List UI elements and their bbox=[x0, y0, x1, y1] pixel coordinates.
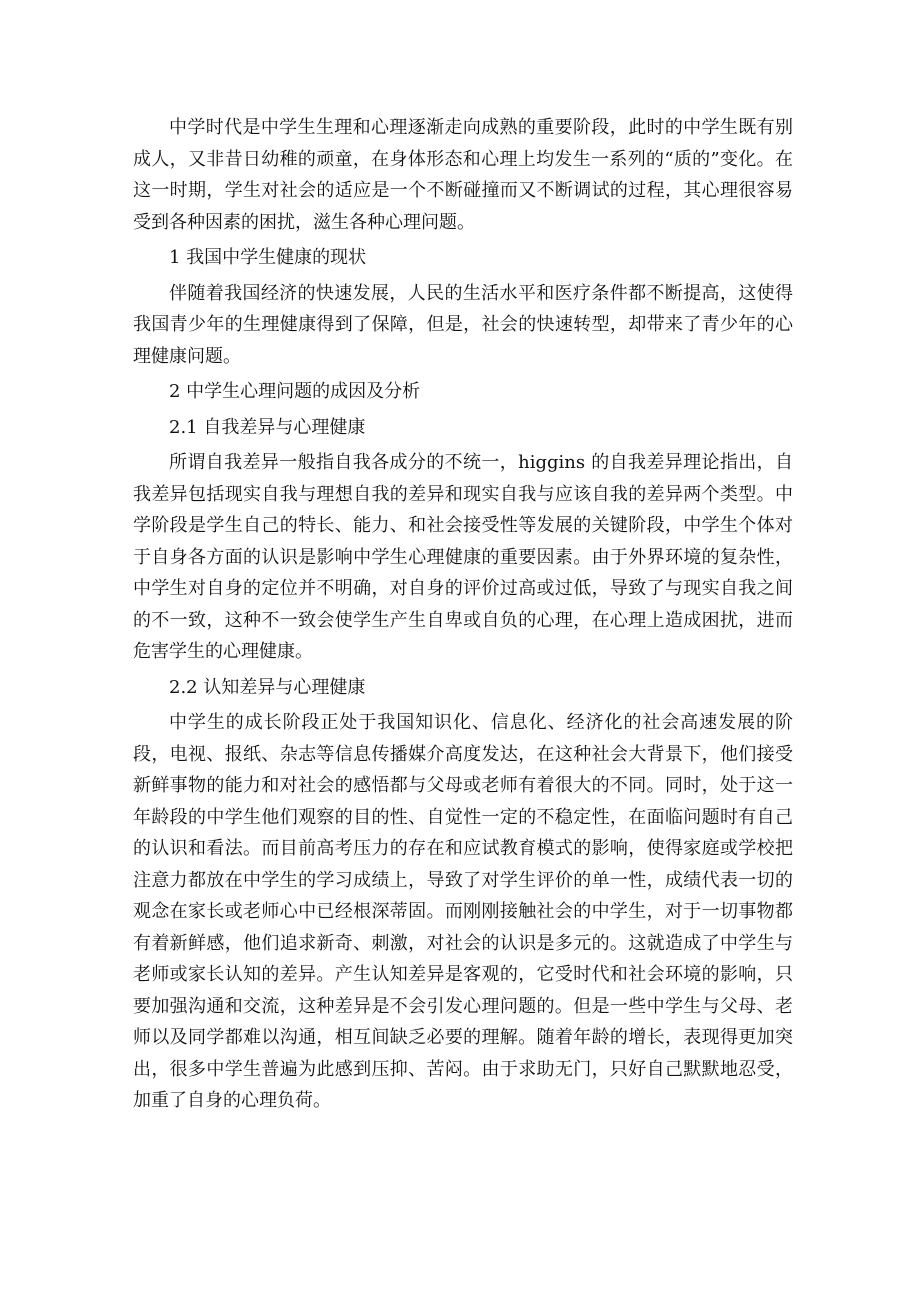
intro-paragraph: 中学时代是中学生生理和心理逐渐走向成熟的重要阶段，此时的中学生既有别成人，又非昔日幼稚的顽童，在身体形态和心理上均发生一系列的“质的”变化。在这一时期，学生对社会的适应是一个不断碰撞而又不断调试的过程，其心理很容易受到各种因素的困扰，滋生各种心理问题。 bbox=[133, 117, 793, 233]
subsection-2-2-paragraph: 中学生的成长阶段正处于我国知识化、信息化、经济化的社会高速发展的阶段，电视、报纸、杂志等信息传播媒介高度发达，在这种社会大背景下，他们接受新鲜事物的能力和对社会的感悟都与父母或老师有着很大的不同。同时，处于这一年龄段的中学生他们观察的目的性、自觉性一定的不稳定性，在面临问题时有自己的认识和看法。而目前高考压力的存在和应试教育模式的影响，使得家庭或学校把注意力都放在中学生的学习成绩上，导致了对学生评价的单一性，成绩代表一切的观念在家长或老师心中已经根深蒂固。而刚刚接触社会的中学生，对于一切事物都有着新鲜感，他们追求新奇、刺激，对社会的认识是多元的。这就造成了中学生与老师或家长认知的差异。产生认知差异是客观的，它受时代和社会环境的影响，只要加强沟通和交流，这种差异是不会引发心理问题的。但是一些中学生与父母、老师以及同学都难以沟通，相互间缺乏必要的理解。随着年龄的增长，表现得更加突出，很多中学生普遍为此感到压抑、苦闷。由于求助无门，只好自己默默地忍受，加重了自身的心理负荷。 bbox=[133, 712, 793, 1111]
subsection-heading-2-1: 2.1 自我差异与心理健康 bbox=[169, 416, 366, 438]
section-1-paragraph: 伴随着我国经济的快速发展，人民的生活水平和医疗条件都不断提高，这使得我国青少年的生理健康得到了保障，但是，社会的快速转型，却带来了青少年的心理健康问题。 bbox=[133, 282, 793, 367]
document-body bbox=[133, 112, 793, 1117]
subsection-heading-2-2: 2.2 认知差异与心理健康 bbox=[169, 676, 366, 698]
section-heading-1: 1 我国中学生健康的现状 bbox=[169, 247, 367, 268]
section-heading-2: 2 中学生心理问题的成因及分析 bbox=[169, 381, 421, 402]
subsection-2-1-paragraph: 所谓自我差异一般指自我各成分的不统一，higgins 的自我差异理论指出，自我差异包括现实自我与理想自我的差异和现实自我与应该自我的差异两个类型。中学阶段是学生自己的特长、能力、和社会接受性等发展的关键阶段，中学生个体对于自身各方面的认识是影响中学生心理健康的重要因素。由于外界环境的复杂性，中学生对自身的定位并不明确，对自身的评价过高或过低，导致了与现实自我之间的不一致，这种不一致会使学生产生自卑或自负的心理，在心理上造成困扰，进而危害学生的心理健康。 bbox=[133, 452, 793, 662]
